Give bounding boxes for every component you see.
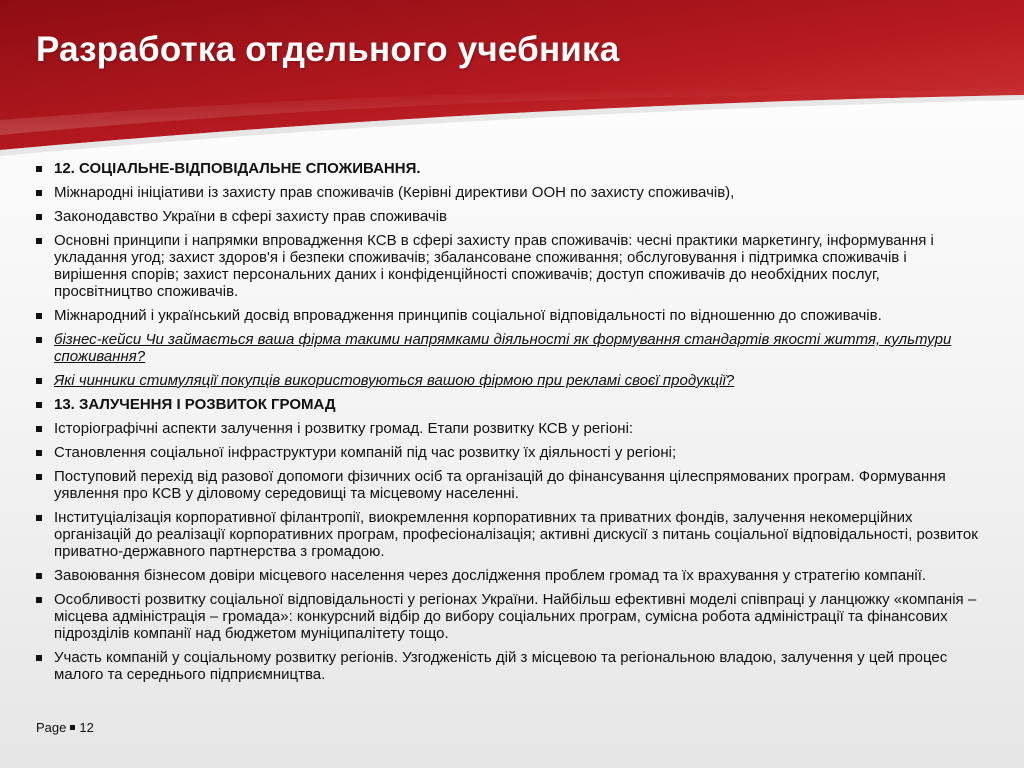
list-item: Інституціалізація корпоративної філантропії, виокремлення корпоративних та приватних фондів, залучення некомерційних організацій до реалізації корпоративних програм, професіоналізація; активні дискусії з питань соціальної відповідальності, розвиток приватно-державного партнерства з громадою.: [36, 509, 981, 560]
list-item: Міжнародний і український досвід впровадження принципів соціальної відповідальності по відношенню до споживачів.: [36, 307, 981, 324]
bullet-list: [36, 160, 981, 683]
separator-icon: [70, 725, 75, 730]
list-item: Становлення соціальної інфраструктури компаній під час розвитку їх діяльності у регіоні;: [36, 444, 981, 461]
list-item: Участь компаній у соціальному розвитку регіонів. Узгодженість дій з місцевою та регіональною владою, залучення у цей процес малого та середнього підприємництва.: [36, 649, 981, 683]
list-item: Законодавство України в сфері захисту прав споживачів: [36, 208, 981, 225]
list-item: Поступовий перехід від разової допомоги фізичних осіб та організацій до фінансування цілеспрямованих програм. Формування уявлення про КСВ у діловому середовищі та місцевому населенні.: [36, 468, 981, 502]
case-link[interactable]: бізнес-кейси Чи займається ваша фірма такими напрямками діяльності як формування стандартів якості життя, культури споживання?: [36, 331, 981, 365]
footer: [36, 720, 94, 735]
page-title: Разработка отдельного учебника: [36, 30, 620, 69]
content-area: [36, 160, 981, 690]
list-item: Основні принципи і напрямки впровадження КСВ в сфері захисту прав споживачів: чесні практики маркетингу, інформування і укладання угод; захист здоров'я і безпеки споживачів; збалансоване споживання; обслуговування і підтримка споживачів і вирішення спорів; захист персональних даних і конфіденційності споживачів; доступ споживачів до необхідних послуг, просвітництво споживачів.: [36, 232, 981, 300]
list-item: Міжнародні ініціативи із захисту прав споживачів (Керівні директиви ООН по захисту споживачів),: [36, 184, 981, 201]
list-item: Завоювання бізнесом довіри місцевого населення через дослідження проблем громад та їх врахування у стратегію компанії.: [36, 567, 981, 584]
section-heading: 12. СОЦІАЛЬНЕ-ВІДПОВІДАЛЬНЕ СПОЖИВАННЯ.: [36, 160, 981, 177]
page-label: Page: [36, 720, 67, 735]
case-link[interactable]: Які чинники стимуляції покупців використовуються вашою фірмою при рекламі своєї продукції?: [36, 372, 981, 389]
header-background: [0, 0, 1024, 160]
header-banner: [0, 0, 1024, 160]
page-number: 12: [79, 720, 94, 735]
list-item: Історіографічні аспекти залучення і розвитку громад. Етапи розвитку КСВ у регіоні:: [36, 420, 981, 437]
list-item: Особливості розвитку соціальної відповідальності у регіонах України. Найбільш ефективні моделі співпраці у ланцюжку «компанія – місцева адміністрація – громада»: конкурсний відбір до вибору соціальних програм, сумісна робота адміністрації та фінансових підрозділів компанії над бюджетом муніципалітету тощо.: [36, 591, 981, 642]
section-heading: 13. ЗАЛУЧЕННЯ І РОЗВИТОК ГРОМАД: [36, 396, 981, 413]
